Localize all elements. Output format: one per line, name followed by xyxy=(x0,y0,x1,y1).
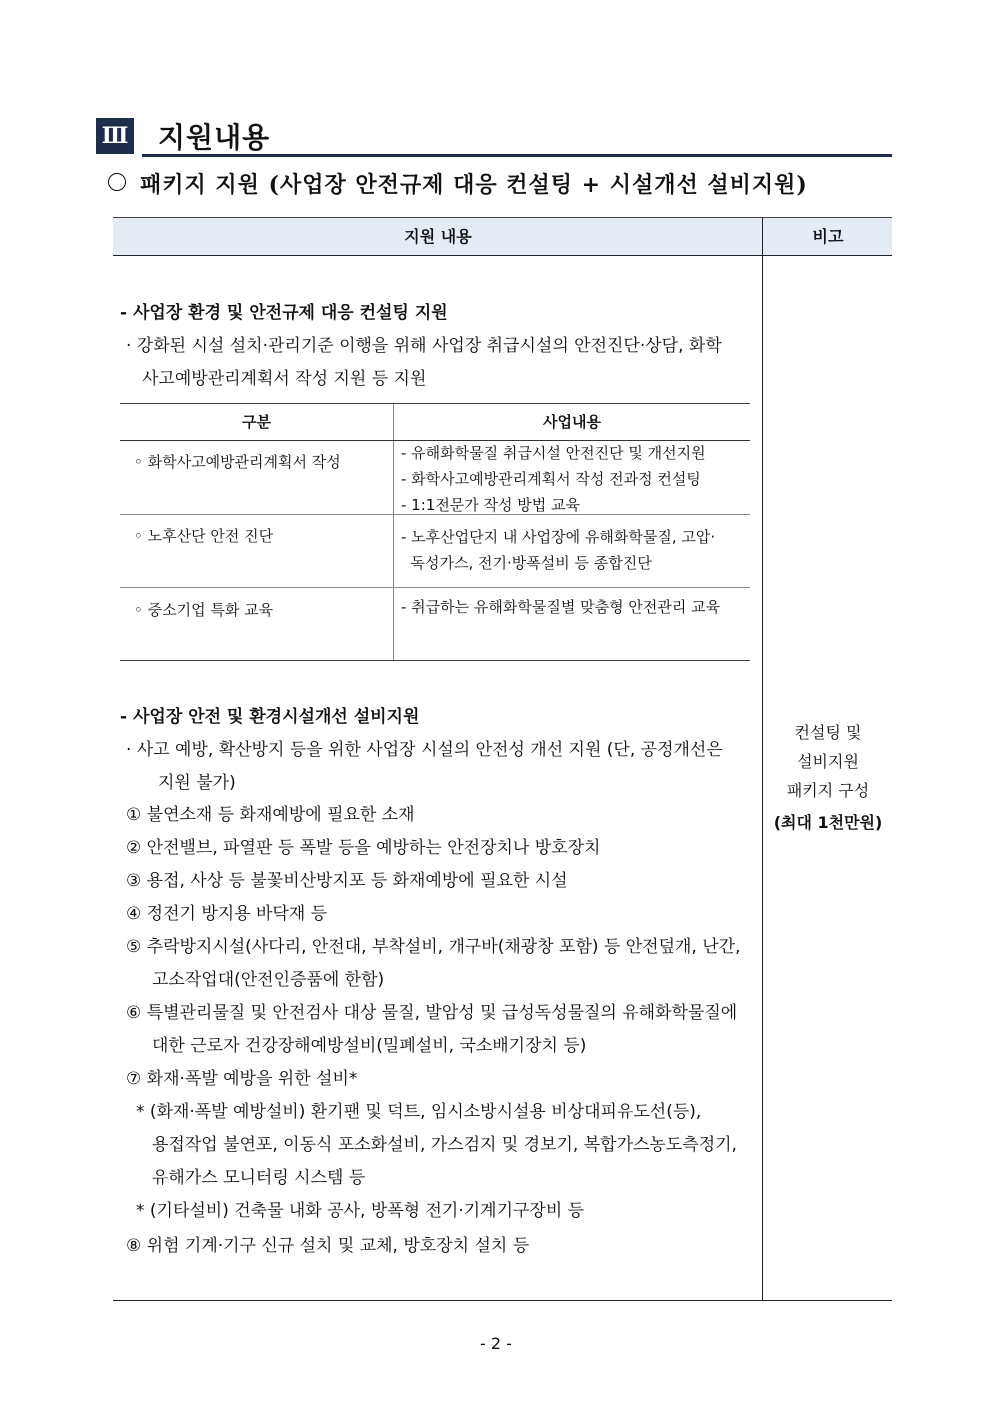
page-number: - 2 - xyxy=(480,1334,512,1353)
note-line-1: 컨설팅 및 xyxy=(794,723,862,742)
facility-item-2: ② 안전밸브, 파열판 등 폭발 등을 예방하는 안전장치나 방호장치 xyxy=(126,838,601,858)
inner-column-divider xyxy=(393,404,394,660)
facility-item-8: ⑧ 위험 기계·기구 신규 설치 및 교체, 방호장치 설치 등 xyxy=(126,1236,530,1256)
facility-item-7-note-1-cont-2: 유해가스 모니터링 시스템 등 xyxy=(152,1168,366,1188)
facility-item-5-cont: 고소작업대(안전인증품에 한함) xyxy=(152,970,385,990)
inner-row-rule-2 xyxy=(120,587,750,588)
consulting-desc-line-1: · 강화된 시설 설치·관리기준 이행을 위해 사업장 취급시설의 안전진단·상담, 화학 xyxy=(126,336,722,356)
row-2-detail-1: - 노후산업단지 내 사업장에 유해화학물질, 고압· xyxy=(401,528,716,546)
row-3-category: ◦ 중소기업 특화 교육 xyxy=(134,601,274,619)
row-1-detail-3: - 1:1전문가 작성 방법 교육 xyxy=(401,496,581,514)
subheading-text: 패키지 지원 (사업장 안전규제 대응 컨설팅 + 시설개선 설비지원) xyxy=(140,172,808,198)
circle-bullet-icon xyxy=(108,173,126,191)
facility-item-5: ⑤ 추락방지시설(사다리, 안전대, 부착설비, 개구바(채광창 포함) 등 안전덮개, 난간, xyxy=(126,937,741,957)
inner-header-category: 구분 xyxy=(242,413,271,431)
facility-desc-line-2: 지원 불가) xyxy=(158,773,236,793)
header-support-content: 지원 내용 xyxy=(404,227,472,246)
row-1-detail-2: - 화학사고예방관리계획서 작성 전과정 컨설팅 xyxy=(401,470,701,488)
note-line-2: 설비지원 xyxy=(797,752,859,771)
facility-block-title: - 사업장 안전 및 환경시설개선 설비지원 xyxy=(120,707,420,727)
facility-item-4: ④ 정전기 방지용 바닥재 등 xyxy=(126,904,328,924)
section-underline xyxy=(142,154,892,157)
note-cell xyxy=(764,718,892,837)
inner-header-detail: 사업내용 xyxy=(543,413,601,431)
consulting-desc-line-2: 사고예방관리계획서 작성 지원 등 지원 xyxy=(142,369,427,389)
row-2-detail-2: 독성가스, 전기·방폭설비 등 종합진단 xyxy=(401,554,652,572)
row-1-category: ◦ 화학사고예방관리계획서 작성 xyxy=(134,453,341,471)
facility-item-7-note-1: * (화재·폭발 예방설비) 환기팬 및 덕트, 임시소방시설용 비상대피유도선(등), xyxy=(136,1102,702,1122)
section-header xyxy=(96,118,892,158)
inner-row-rule-1 xyxy=(120,514,750,515)
facility-item-6: ⑥ 특별관리물질 및 안전검사 대상 물질, 발암성 및 급성독성물질의 유해화학물질에 xyxy=(126,1003,738,1023)
row-1-detail-1: - 유해화학물질 취급시설 안전진단 및 개선지원 xyxy=(401,444,706,462)
facility-item-7-note-1-cont: 용접작업 불연포, 이동식 포소화설비, 가스검지 및 경보기, 복합가스농도측정기, xyxy=(152,1135,737,1155)
support-content-table xyxy=(113,217,892,1301)
facility-desc-line-1: · 사고 예방, 확산방지 등을 위한 사업장 시설의 안전성 개선 지원 (단, 공정개선은 xyxy=(126,740,723,760)
column-divider xyxy=(762,218,763,1300)
row-2-category: ◦ 노후산단 안전 진단 xyxy=(134,527,274,545)
consulting-block-title: - 사업장 환경 및 안전규제 대응 컨설팅 지원 xyxy=(120,303,448,323)
table-header-row xyxy=(113,218,892,256)
facility-item-7: ⑦ 화재·폭발 예방을 위한 설비* xyxy=(126,1069,358,1089)
section-number-badge: Ⅲ xyxy=(96,118,134,154)
note-line-3: 패키지 구성 xyxy=(786,781,870,800)
facility-item-1: ① 불연소재 등 화재예방에 필요한 소재 xyxy=(126,805,415,825)
header-note: 비고 xyxy=(812,227,844,246)
consulting-program-table xyxy=(120,403,750,661)
subheading xyxy=(108,168,808,199)
row-3-detail-1: - 취급하는 유해화학물질별 맞춤형 안전관리 교육 xyxy=(401,598,721,616)
facility-item-6-cont: 대한 근로자 건강장해예방설비(밀폐설비, 국소배기장치 등) xyxy=(152,1036,587,1056)
note-max-amount: (최대 1천만원) xyxy=(773,813,883,832)
facility-item-7-note-2: * (기타설비) 건축물 내화 공사, 방폭형 전기·기계기구장비 등 xyxy=(136,1201,585,1221)
facility-item-3: ③ 용접, 사상 등 불꽃비산방지포 등 화재예방에 필요한 시설 xyxy=(126,871,568,891)
section-title: 지원내용 xyxy=(158,121,271,154)
